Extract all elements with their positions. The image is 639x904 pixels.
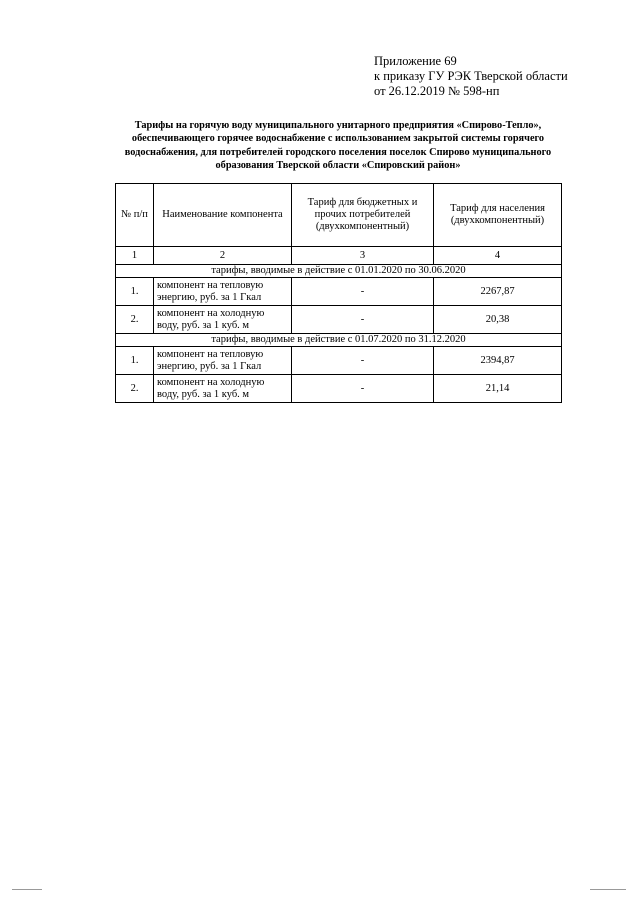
annex-order: к приказу ГУ РЭК Тверской области — [374, 69, 568, 83]
column-number: 1 — [116, 247, 154, 265]
header-component: Наименование компонента — [154, 184, 292, 247]
table-header-row — [116, 184, 562, 247]
period-row — [116, 334, 562, 347]
header-number: № п/п — [116, 184, 154, 247]
annex-date: от 26.12.2019 № 598-нп — [374, 84, 500, 98]
header-population-tariff: Тариф для населения (двухкомпонентный) — [434, 184, 562, 247]
component-name: компонент на холодную воду, руб. за 1 куб. м — [154, 375, 292, 403]
tariff-table — [115, 183, 562, 403]
document-title: Тарифы на горячую воду муниципального унитарного предприятия «Спирово-Тепло», обеспечивающего горячее водоснабжение с использованием закрытой системы горячего водоснабжения, для потребителей городского поселения поселок Спирово муниципального образования Тверской области «Спировский район» — [124, 120, 552, 172]
budget-tariff-value: - — [292, 375, 434, 403]
column-number: 3 — [292, 247, 434, 265]
column-number: 2 — [154, 247, 292, 265]
header-budget-tariff: Тариф для бюджетных и прочих потребителей (двухкомпонентный) — [292, 184, 434, 247]
period-row — [116, 265, 562, 278]
scan-edge-mark — [590, 889, 626, 890]
period-label: тарифы, вводимые в действие с 01.07.2020 по 31.12.2020 — [116, 334, 562, 347]
budget-tariff-value: - — [292, 278, 434, 306]
budget-tariff-value: - — [292, 306, 434, 334]
population-tariff-value: 2267,87 — [434, 278, 562, 306]
component-name: компонент на тепловую энергию, руб. за 1 Гкал — [154, 278, 292, 306]
population-tariff-value: 20,38 — [434, 306, 562, 334]
population-tariff-value: 21,14 — [434, 375, 562, 403]
period-label: тарифы, вводимые в действие с 01.01.2020 по 30.06.2020 — [116, 265, 562, 278]
table-row — [116, 306, 562, 334]
column-number: 4 — [434, 247, 562, 265]
row-number: 2. — [116, 306, 154, 334]
table-row — [116, 278, 562, 306]
table-row — [116, 347, 562, 375]
annex-reference — [374, 54, 568, 99]
component-name: компонент на тепловую энергию, руб. за 1 Гкал — [154, 347, 292, 375]
row-number: 1. — [116, 347, 154, 375]
annex-number: Приложение 69 — [374, 54, 457, 68]
table-row — [116, 375, 562, 403]
budget-tariff-value: - — [292, 347, 434, 375]
component-name: компонент на холодную воду, руб. за 1 куб. м — [154, 306, 292, 334]
row-number: 1. — [116, 278, 154, 306]
row-number: 2. — [116, 375, 154, 403]
column-number-row — [116, 247, 562, 265]
population-tariff-value: 2394,87 — [434, 347, 562, 375]
scan-edge-mark — [12, 889, 42, 890]
